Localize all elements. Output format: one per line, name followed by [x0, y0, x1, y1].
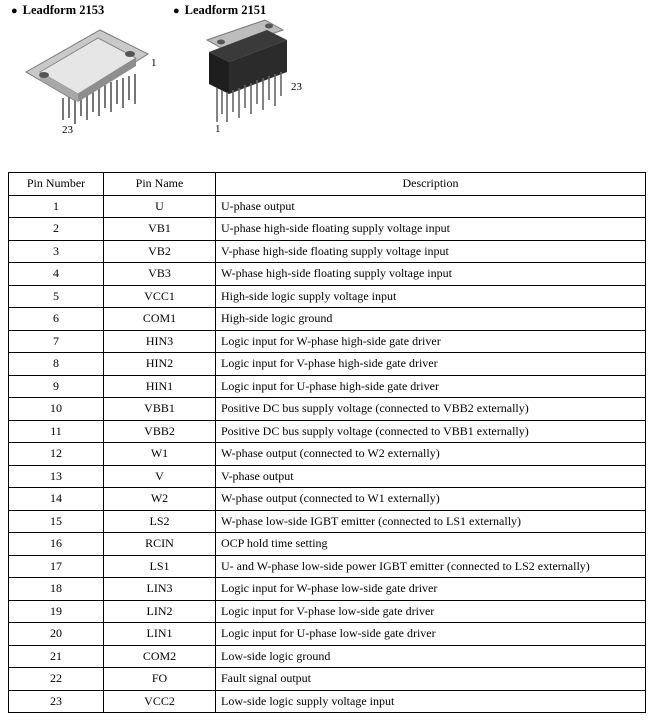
table-header-row: [9, 173, 646, 196]
pin-name-cell: LIN1: [104, 623, 216, 646]
header-pin-number: Pin Number: [9, 173, 104, 196]
pin-name-cell: LS2: [104, 510, 216, 533]
pin-number-cell: 8: [9, 353, 104, 376]
pin-description-cell: OCP hold time setting: [216, 533, 646, 556]
pin-description-cell: Positive DC bus supply voltage (connected to VBB2 externally): [216, 398, 646, 421]
header-description: Description: [216, 173, 646, 196]
pin-name-cell: W1: [104, 443, 216, 466]
table-row: [9, 420, 646, 443]
pin-description-cell: V-phase output: [216, 465, 646, 488]
pin-name-cell: HIN1: [104, 375, 216, 398]
table-row: [9, 375, 646, 398]
table-row: [9, 443, 646, 466]
pin-label-1: 1: [151, 57, 157, 69]
pin-number-cell: 21: [9, 645, 104, 668]
pin-number-cell: 4: [9, 263, 104, 286]
table-row: [9, 645, 646, 668]
pin-number-cell: 17: [9, 555, 104, 578]
pin-description-cell: High-side logic ground: [216, 308, 646, 331]
table-row: [9, 533, 646, 556]
pin-number-cell: 20: [9, 623, 104, 646]
chip-body-icon: [207, 20, 287, 122]
pin-name-cell: U: [104, 195, 216, 218]
table-row: [9, 488, 646, 511]
pin-number-cell: 23: [9, 690, 104, 713]
pin-number-cell: 15: [9, 510, 104, 533]
table-row: [9, 195, 646, 218]
pin-number-cell: 18: [9, 578, 104, 601]
pin-description-cell: W-phase output (connected to W1 externally): [216, 488, 646, 511]
pin-description-cell: Positive DC bus supply voltage (connected to VBB1 externally): [216, 420, 646, 443]
table-row: [9, 330, 646, 353]
table-row: [9, 623, 646, 646]
pin-name-cell: RCIN: [104, 533, 216, 556]
pin-number-cell: 10: [9, 398, 104, 421]
package-2153-image: [18, 20, 168, 138]
pin-name-cell: VBB2: [104, 420, 216, 443]
table-row: [9, 218, 646, 241]
pin-number-cell: 7: [9, 330, 104, 353]
pin-name-cell: COM1: [104, 308, 216, 331]
table-row: [9, 578, 646, 601]
pin-description-cell: Logic input for U-phase high-side gate driver: [216, 375, 646, 398]
pin-number-cell: 3: [9, 240, 104, 263]
pin-label-23: 23: [291, 81, 302, 93]
pin-number-cell: 13: [9, 465, 104, 488]
table-body: [9, 195, 646, 713]
pin-description-cell: U-phase high-side floating supply voltage input: [216, 218, 646, 241]
table-row: [9, 600, 646, 623]
pin-description-cell: Low-side logic ground: [216, 645, 646, 668]
bullet-icon: ●: [11, 5, 18, 17]
pin-name-cell: HIN2: [104, 353, 216, 376]
pin-name-cell: FO: [104, 668, 216, 691]
pin-description-cell: High-side logic supply voltage input: [216, 285, 646, 308]
table-row: [9, 263, 646, 286]
pin-number-cell: 11: [9, 420, 104, 443]
pin-number-cell: 9: [9, 375, 104, 398]
pin-name-cell: V: [104, 465, 216, 488]
pin-name-cell: W2: [104, 488, 216, 511]
pin-description-cell: V-phase high-side floating supply voltage input: [216, 240, 646, 263]
pin-table: [8, 172, 646, 713]
pin-name-cell: VBB1: [104, 398, 216, 421]
pin-description-cell: Logic input for V-phase high-side gate driver: [216, 353, 646, 376]
pin-name-cell: VB2: [104, 240, 216, 263]
pin-number-cell: 6: [9, 308, 104, 331]
package-title-2151: ● Leadform 2151: [173, 3, 267, 17]
table-row: [9, 285, 646, 308]
pin-name-cell: VB3: [104, 263, 216, 286]
table-row: [9, 353, 646, 376]
pin-name-cell: HIN3: [104, 330, 216, 353]
pin-description-cell: U- and W-phase low-side power IGBT emitter (connected to LS2 externally): [216, 555, 646, 578]
table-row: [9, 308, 646, 331]
pin-name-cell: LS1: [104, 555, 216, 578]
table-row: [9, 690, 646, 713]
pin-name-cell: VCC1: [104, 285, 216, 308]
pin-number-cell: 5: [9, 285, 104, 308]
chip-body-icon: [26, 30, 148, 124]
pin-description-cell: W-phase low-side IGBT emitter (connected to LS1 externally): [216, 510, 646, 533]
pin-number-cell: 12: [9, 443, 104, 466]
bullet-icon: ●: [173, 5, 180, 17]
pin-number-cell: 19: [9, 600, 104, 623]
table-row: [9, 398, 646, 421]
pin-number-cell: 1: [9, 195, 104, 218]
pin-description-cell: Low-side logic supply voltage input: [216, 690, 646, 713]
pin-number-cell: 16: [9, 533, 104, 556]
table-row: [9, 240, 646, 263]
pin-name-cell: VB1: [104, 218, 216, 241]
pin-number-cell: 14: [9, 488, 104, 511]
pin-label-1: 1: [215, 123, 221, 135]
pin-label-23: 23: [62, 124, 73, 136]
pin-description-cell: Logic input for V-phase low-side gate driver: [216, 600, 646, 623]
table-row: [9, 465, 646, 488]
table-row: [9, 668, 646, 691]
pin-description-cell: Logic input for W-phase high-side gate driver: [216, 330, 646, 353]
pin-description-cell: U-phase output: [216, 195, 646, 218]
pin-number-cell: 22: [9, 668, 104, 691]
pin-description-cell: Logic input for U-phase low-side gate driver: [216, 623, 646, 646]
pin-description-cell: W-phase output (connected to W2 externally): [216, 443, 646, 466]
header-pin-name: Pin Name: [104, 173, 216, 196]
pin-name-cell: COM2: [104, 645, 216, 668]
package-title-2153: ● Leadform 2153: [11, 3, 105, 17]
pin-number-cell: 2: [9, 218, 104, 241]
table-row: [9, 510, 646, 533]
pin-description-cell: Logic input for W-phase low-side gate driver: [216, 578, 646, 601]
pin-description-cell: W-phase high-side floating supply voltage input: [216, 263, 646, 286]
package-2151-image: [195, 18, 315, 136]
pin-description-cell: Fault signal output: [216, 668, 646, 691]
pin-name-cell: LIN2: [104, 600, 216, 623]
package-figures: [0, 0, 649, 160]
pin-name-cell: LIN3: [104, 578, 216, 601]
pin-name-cell: VCC2: [104, 690, 216, 713]
table-row: [9, 555, 646, 578]
